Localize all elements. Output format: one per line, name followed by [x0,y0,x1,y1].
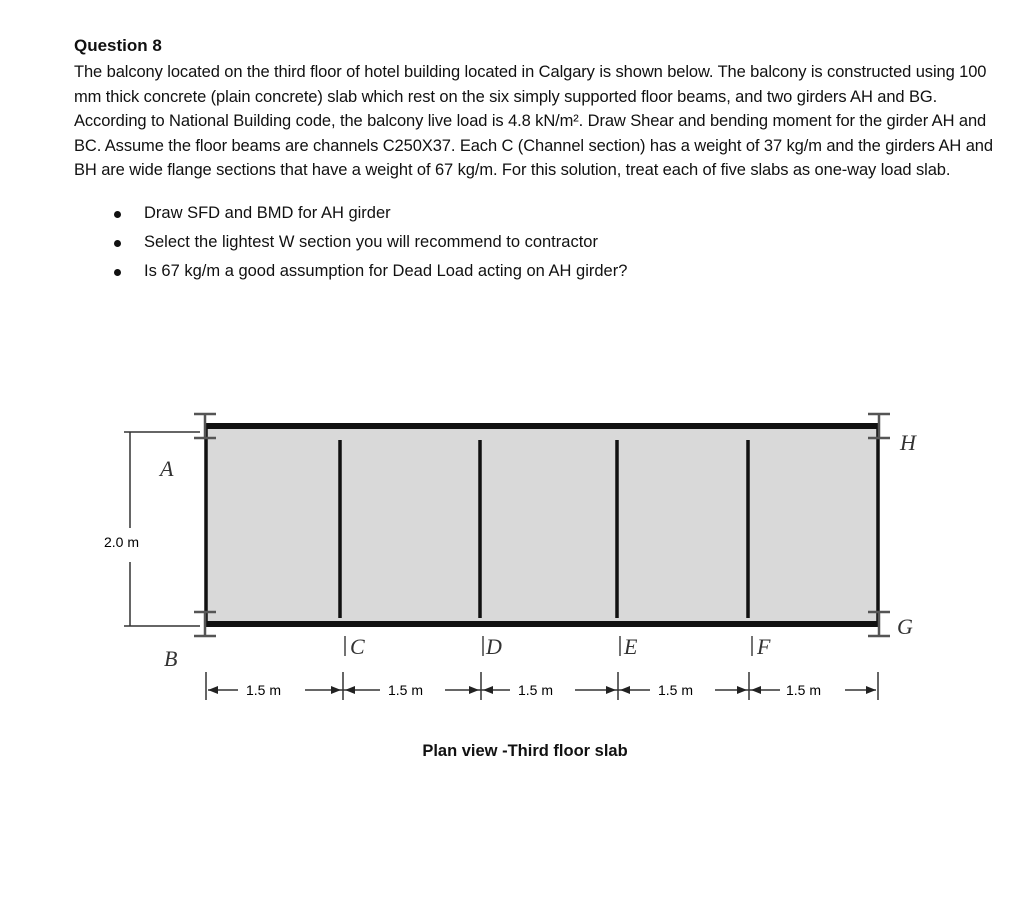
bullet-icon [114,240,121,247]
task-list [74,199,994,286]
question-title: Question 8 [74,36,162,55]
label-D: D [486,634,502,659]
task-item-sfd-bmd: Draw SFD and BMD for AH girder [74,199,994,228]
label-B: B [164,646,178,671]
question-body: The balcony located on the third floor of hotel building located in Calgary is shown below. The balcony is constructed using 100 mm thick concrete (plain concrete) slab which rest on the six simply supported floor beams, and two girders AH and BG. According to National Building code, the balcony live load is 4.8 kN/m². Draw Shear and bending moment for the girder AH and BC. Assume the floor beams are channels C250X37. Each C (Channel section) has a weight of 37 kg/m and the girders AH and BH are wide flange sections that have a weight of 67 kg/m. For this solution, treat each of five slabs as one-way load slab. [74,63,993,179]
label-ticks [345,636,752,656]
label-E: E [624,634,638,659]
label-G: G [897,614,913,639]
label-H: H [900,430,916,455]
span-label-4: 1.5 m [658,682,694,698]
bullet-icon [114,269,121,276]
height-dim-label: 2.0 m [104,534,140,550]
label-C: C [350,634,365,659]
span-label-5: 1.5 m [786,682,822,698]
task-item-select-section: Select the lightest W section you will recommend to contractor [74,228,994,257]
plan-view-drawing [0,400,1024,730]
question-block [74,34,994,286]
task-item-dead-load: Is 67 kg/m a good assumption for Dead Load acting on AH girder? [74,257,994,286]
slab-area [206,426,878,624]
plan-view-figure [0,400,1024,780]
bullet-icon [114,211,121,218]
label-A: A [160,456,174,481]
span-label-1: 1.5 m [246,682,282,698]
span-label-3: 1.5 m [518,682,554,698]
figure-caption: Plan view -Third floor slab [422,742,628,760]
span-label-2: 1.5 m [388,682,424,698]
label-F: F [757,634,771,659]
